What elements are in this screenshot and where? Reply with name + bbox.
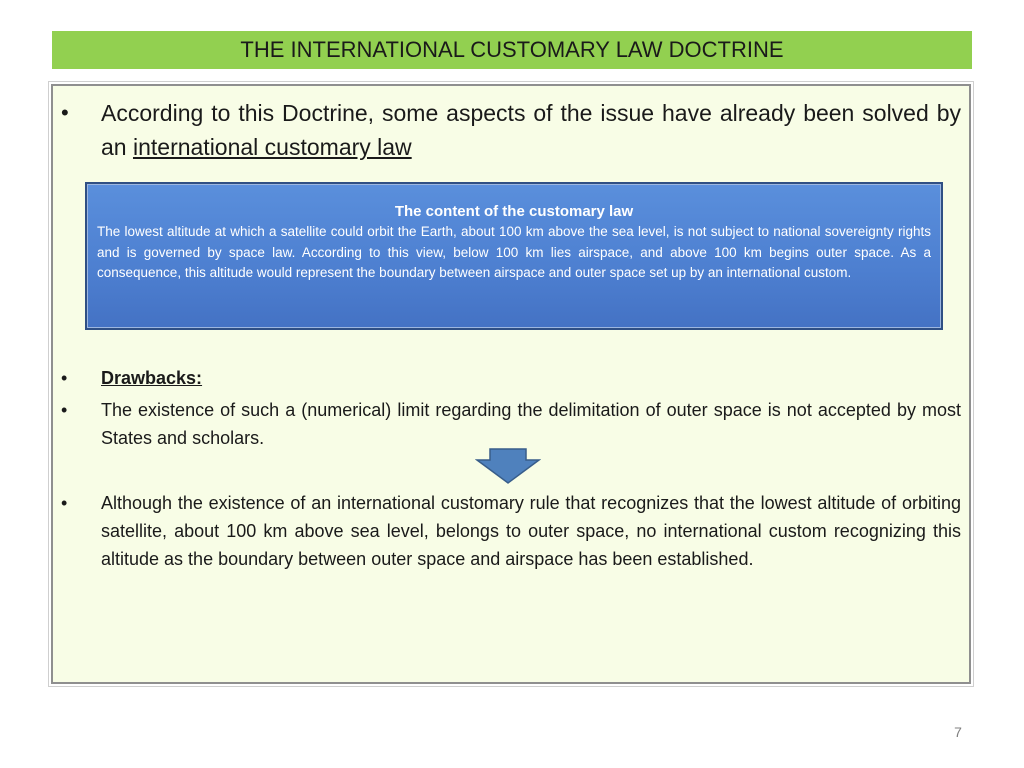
content-panel: [51, 84, 971, 684]
content-box-title: The content of the customary law: [394, 203, 634, 220]
slide-title: THE INTERNATIONAL CUSTOMARY LAW DOCTRINE: [240, 37, 784, 62]
drawback-item-1-text: The existence of such a (numerical) limit regarding the delimitation of outer space is not accepted by most States and scholars.: [101, 400, 961, 448]
slide-title-bar: [52, 31, 972, 69]
bullet-dot: •: [61, 400, 68, 420]
content-box-body: The lowest altitude at which a satellite could orbit the Earth, about 100 km above the sea level, is not subject to national sovereignty rights and is governed by space law. According to this view, below 100 km lies airspace, and above 100 km begins outer space. As a consequence, this altitude would represent the boundary between airspace and outer space set up by an international custom.: [97, 224, 931, 280]
page-number: 7: [954, 724, 962, 740]
drawback-item-2-text: Although the existence of an international customary rule that recognizes that the lowest altitude of orbiting satellite, about 100 km above sea level, belongs to outer space, no international custom recognizing this altitude as the boundary between outer space and airspace has been established.: [101, 493, 961, 569]
intro-text-main: According to this Doctrine, some aspects of the issue have already been solved by an: [101, 100, 961, 160]
drawbacks-heading: Drawbacks:: [101, 368, 203, 388]
customary-law-content-box: [85, 182, 943, 330]
bullet-dot: •: [61, 493, 68, 513]
bullet-dot: •: [61, 368, 68, 388]
down-arrow-icon: [475, 448, 541, 484]
intro-underlined-term: international customary law: [132, 134, 412, 160]
intro-text: [101, 96, 961, 164]
bullet-dot: •: [61, 100, 69, 125]
